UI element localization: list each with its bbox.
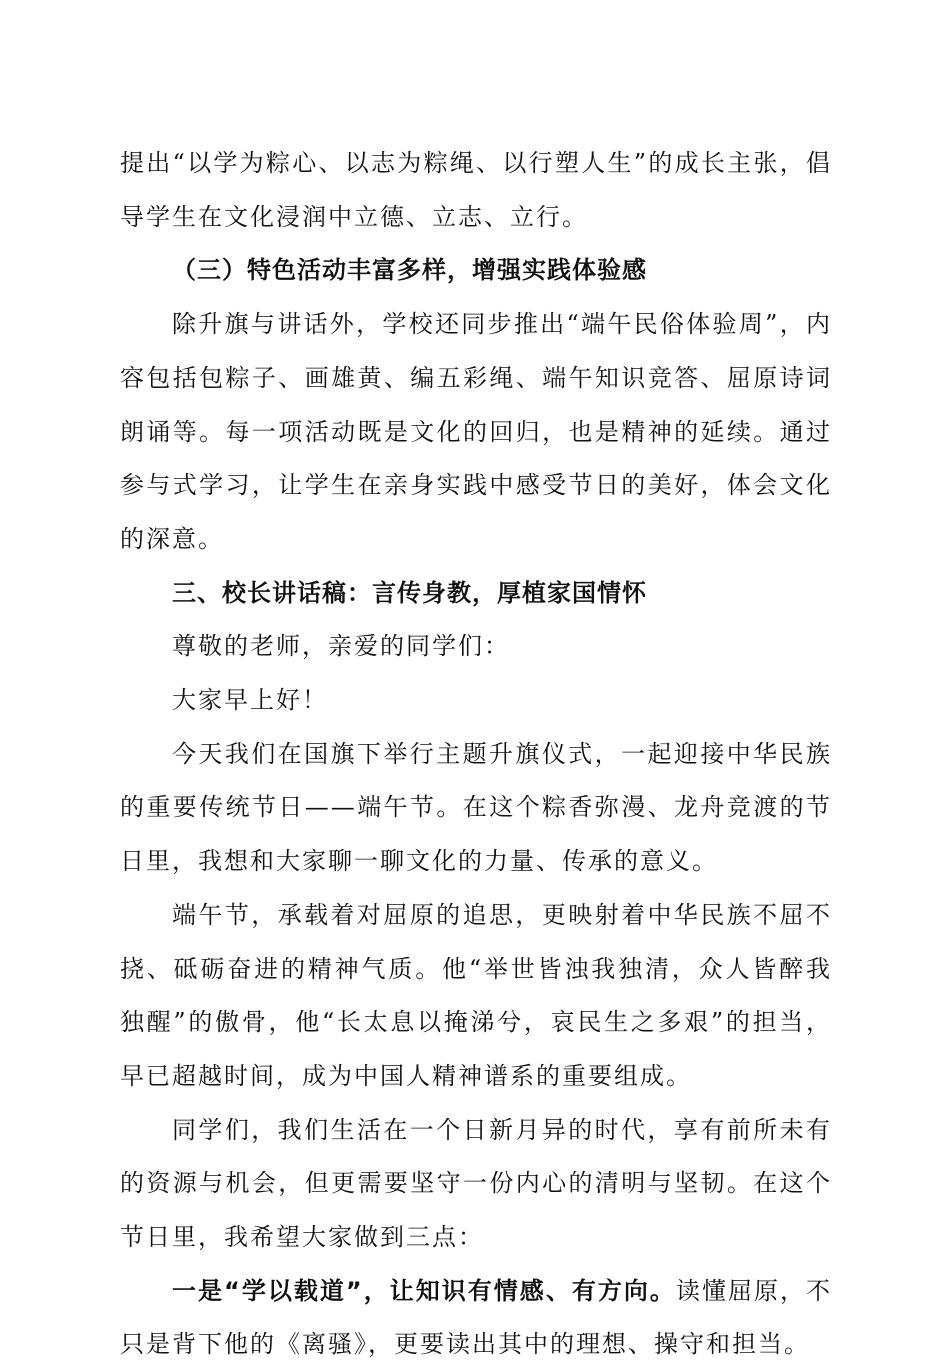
- section-heading-activities: （三）特色活动丰富多样，增强实践体验感: [172, 256, 647, 285]
- paragraph-greeting: 大家早上好！: [172, 686, 328, 715]
- first-point-body: 读懂屈原，不只是背下他的《离骚》，更要读出其中的理想、操守和担当。: [120, 1276, 833, 1359]
- first-point-lead: 一是“学以载道”，让知识有情感、有方向。: [172, 1276, 676, 1305]
- paragraph-first-point: [120, 1265, 832, 1372]
- document-body: [120, 137, 832, 1372]
- paragraph-folk-experience-week: 除升旗与讲话外，学校还同步推出“端午民俗体验周”，内容包括包粽子、画雄黄、编五彩绳、端午知识竞答、屈原诗词朗诵等。每一项活动既是文化的回归，也是精神的延续。通过参与式学习，让学生在亲身实践中感受节日的美好，体会文化的深意。: [120, 310, 832, 553]
- paragraph-three-points-intro: 同学们，我们生活在一个日新月异的时代，享有前所未有的资源与机会，但更需要坚守一份内心的清明与坚韧。在这个节日里，我希望大家做到三点：: [120, 1115, 832, 1252]
- paragraph-salutation: 尊敬的老师，亲爱的同学们：: [172, 632, 510, 661]
- paragraph-qu-yuan: 端午节，承载着对屈原的追思，更映射着中华民族不屈不挠、砥砺奋进的精神气质。他“举世皆浊我独清，众人皆醉我独醒”的傲骨，他“长太息以掩涕兮，哀民生之多艰”的担当，早已超越时间，成为中国人精神谱系的重要组成。: [120, 900, 832, 1090]
- paragraph-growth-proposition: 提出“以学为粽心、以志为粽绳、以行塑人生”的成长主张，倡导学生在文化浸润中立德、立志、立行。: [120, 149, 832, 231]
- paragraph-ceremony-intro: 今天我们在国旗下举行主题升旗仪式，一起迎接中华民族的重要传统节日——端午节。在这个粽香弥漫、龙舟竞渡的节日里，我想和大家聊一聊文化的力量、传承的意义。: [120, 739, 832, 876]
- section-heading-principal-speech: 三、校长讲话稿：言传身教，厚植家国情怀: [172, 578, 647, 607]
